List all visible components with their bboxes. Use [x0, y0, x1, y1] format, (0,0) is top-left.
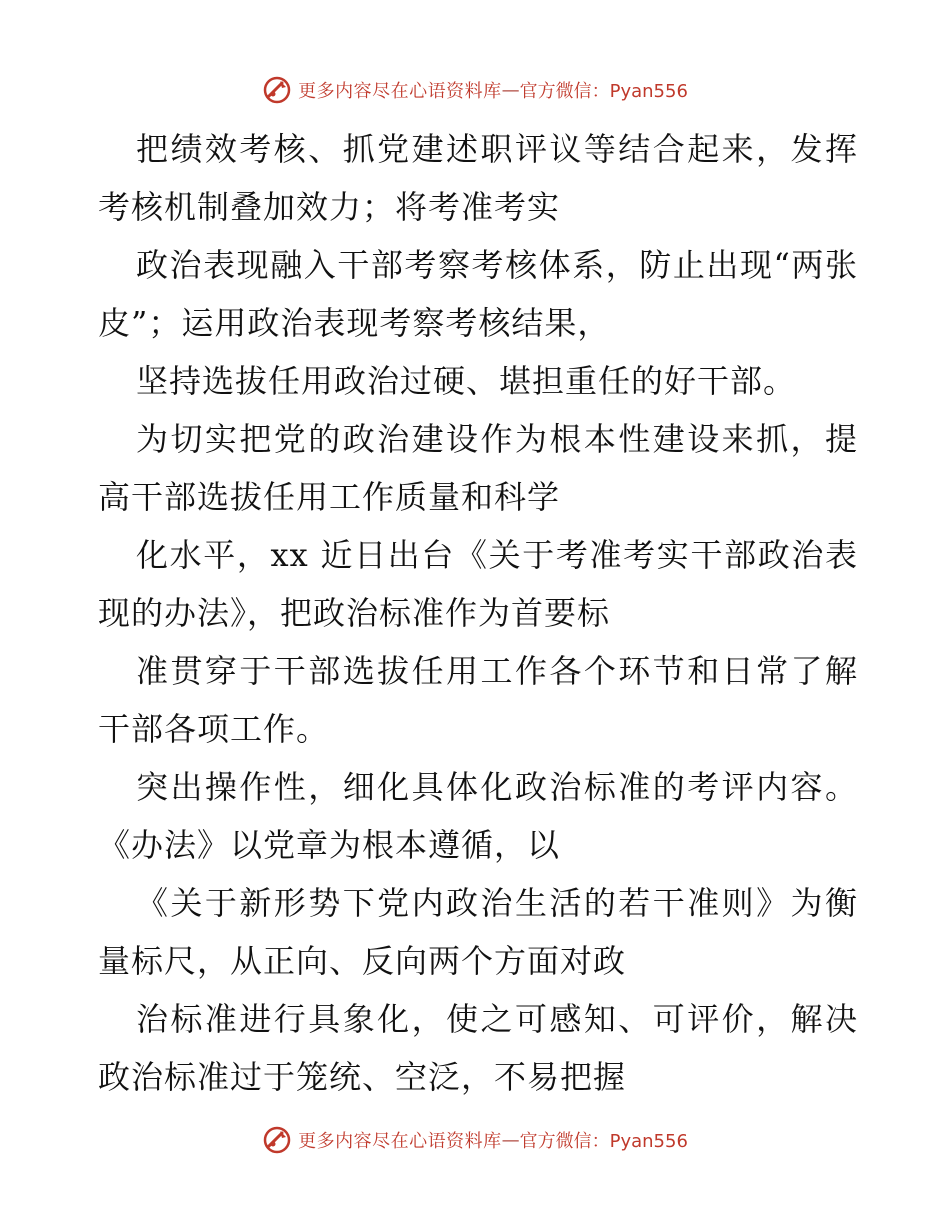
paragraph: 突出操作性，细化具体化政治标准的考评内容。《办法》以党章为根本遵循，以 — [98, 768, 858, 864]
document-body — [98, 120, 858, 1106]
banner-wechat-text: 官方微信：Pyan556 — [519, 81, 688, 102]
paragraph: 政治表现融入干部考察考核体系，防止出现“两张皮”；运用政治表现考察考核结果， — [98, 246, 858, 342]
paragraph: 化水平，xx 近日出台《关于考准考实干部政治表现的办法》，把政治标准作为首要标 — [98, 536, 858, 632]
paragraph: 坚持选拔任用政治过硬、堪担重任的好干部。 — [136, 362, 797, 400]
header-banner-inner — [262, 75, 688, 105]
logo-icon — [262, 1125, 292, 1155]
header-banner — [0, 70, 950, 110]
logo-icon — [262, 75, 292, 105]
banner-brand-text: 更多内容尽在心语资料库 — [298, 81, 502, 102]
banner-separator: — — [501, 79, 520, 101]
banner-brand-text: 更多内容尽在心语资料库 — [298, 1131, 502, 1152]
paragraph: 把绩效考核、抓党建述职评议等结合起来，发挥考核机制叠加效力；将考准考实 — [98, 130, 858, 226]
paragraph: 为切实把党的政治建设作为根本性建设来抓，提高干部选拔任用工作质量和科学 — [98, 420, 858, 516]
paragraph: 治标准进行具象化，使之可感知、可评价，解决政治标准过于笼统、空泛，不易把握 — [98, 1000, 858, 1096]
paragraph: 准贯穿于干部选拔任用工作各个环节和日常了解干部各项工作。 — [98, 652, 858, 748]
footer-banner-inner — [262, 1125, 688, 1155]
paragraph: 《关于新形势下党内政治生活的若干准则》为衡量标尺，从正向、反向两个方面对政 — [98, 884, 858, 980]
banner-separator: — — [501, 1129, 520, 1151]
banner-wechat-text: 官方微信：Pyan556 — [519, 1131, 688, 1152]
footer-banner — [0, 1120, 950, 1160]
